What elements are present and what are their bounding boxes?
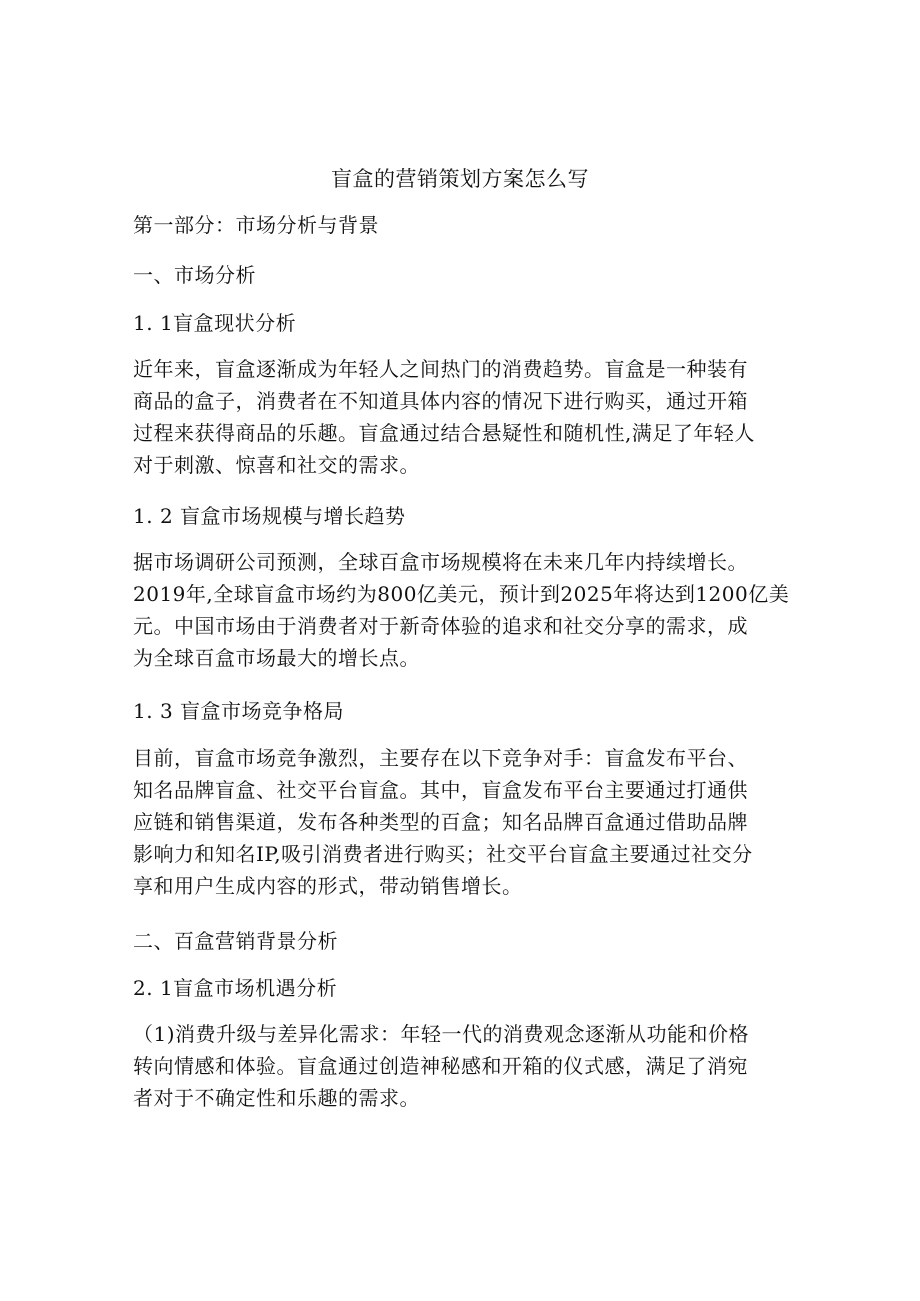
paragraph-line: 为全球百盒市场最大的增长点。 — [133, 646, 420, 670]
paragraph-1-1 — [133, 353, 793, 481]
paragraph-line: 近年来，盲盒逐渐成为年轻人之间热门的消费趋势。盲盒是一种装有 — [133, 357, 748, 381]
subsection-1-2-heading: 1. 2 盲盒市场规模与增长趋势 — [133, 504, 406, 528]
part1-heading: 第一部分：市场分析与背景 — [133, 213, 379, 237]
section2-heading: 二、百盒营销背景分析 — [133, 929, 338, 953]
paragraph-2-1 — [133, 1018, 793, 1114]
paragraph-line: 应链和销售渠道，发布各种类型的百盒；知名品牌百盒通过借助品牌 — [133, 810, 748, 834]
paragraph-1-3 — [133, 742, 793, 902]
paragraph-line: 影响力和知名IP,吸引消费者进行购买；社交平台盲盒主要通过社交分 — [133, 842, 753, 866]
paragraph-line: 享和用户生成内容的形式，带动销售增长。 — [133, 874, 523, 898]
paragraph-line: 元。中国市场由于消费者对于新奇体验的追求和社交分享的需求，成 — [133, 614, 748, 638]
paragraph-line: 2019年,全球盲盒市场约为800亿美元，预计到2025年将达到1200亿美 — [133, 582, 790, 606]
section1-heading: 一、市场分析 — [133, 263, 256, 287]
paragraph-line: 商品的盒子，消费者在不知道具体内容的情况下进行购买，通过开箱 — [133, 389, 748, 413]
subsection-1-3-heading: 1. 3 盲盒市场竞争格局 — [133, 699, 345, 723]
paragraph-line: （1)消费升级与差异化需求：年轻一代的消费观念逐渐从功能和价格 — [133, 1022, 750, 1046]
paragraph-line: 者对于不确定性和乐趣的需求。 — [133, 1086, 420, 1110]
paragraph-1-2 — [133, 546, 793, 674]
subsection-2-1-heading: 2. 1盲盒市场机遇分析 — [133, 976, 338, 1000]
paragraph-line: 据市场调研公司预测，全球百盒市场规模将在未来几年内持续增长。 — [133, 550, 748, 574]
paragraph-line: 知名品牌盲盒、社交平台盲盒。其中，盲盒发布平台主要通过打通供 — [133, 778, 748, 802]
subsection-1-1-heading: 1. 1盲盒现状分析 — [133, 311, 297, 335]
paragraph-line: 转向情感和体验。盲盒通过创造神秘感和开箱的仪式感，满足了消宛 — [133, 1054, 748, 1078]
paragraph-line: 目前，盲盒市场竞争激烈，主要存在以下竞争对手：盲盒发布平台、 — [133, 746, 748, 770]
document-title: 盲盒的营销策划方案怎么写 — [331, 167, 589, 191]
paragraph-line: 对于刺激、惊喜和社交的需求。 — [133, 453, 420, 477]
paragraph-line: 过程来获得商品的乐趣。盲盒通过结合悬疑性和随机性,满足了年轻人 — [133, 421, 755, 445]
